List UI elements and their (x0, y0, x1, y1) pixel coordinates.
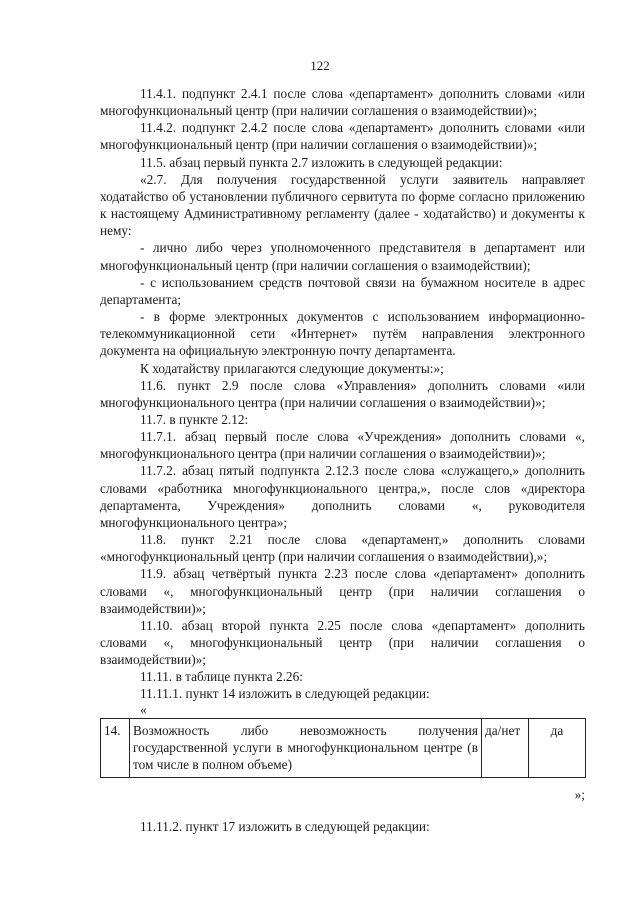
paragraph-11-8: 11.8. пункт 2.21 после слова «департамент,» дополнить словами «многофункциональный центр (при наличии соглашения о взаимодействии),»; (100, 532, 585, 565)
paragraph-11-11-1: 11.11.1. пункт 14 изложить в следующей редакции: (140, 686, 430, 702)
paragraph-11-6: 11.6. пункт 2.9 после слова «Управления» дополнить словами «или многофункционального центра (при наличии соглашения о взаимодействии)»; (100, 377, 585, 410)
page-number: 122 (310, 58, 330, 73)
opening-quote-mark: « (140, 701, 147, 717)
paragraph-11-5: 11.5. абзац первый пункта 2.7 изложить в следующей редакции: (140, 154, 503, 170)
table-row (101, 718, 586, 777)
paragraph-11-4-2: 11.4.2. подпункт 2.4.2 после слова «департамент» дополнить словами «или многофункциональный центр (при наличии соглашения о взаимодействии)»; (100, 120, 585, 153)
table-cell-description: Возможность либо невозможность получения государственной услуги в многофункциональном центре (в том числе в полном объеме) (130, 718, 482, 777)
paragraph-bullet-electronic: - в форме электронных документов с использованием информационно-телекоммуникационной сети «Интернет» путём направления электронного документа на официальную электронную почту департамента. (100, 309, 585, 359)
table-cell-value: да (529, 718, 586, 777)
paragraph-bullet-in-person: - лично либо через уполномоченного представителя в департамент или многофункциональный центр (при наличии соглашения о взаимодействии); (100, 240, 585, 273)
paragraph-documents-attached: К ходатайству прилагаются следующие документы:»; (140, 360, 444, 376)
paragraph-11-4-1: 11.4.1. подпункт 2.4.1 после слова «департамент» дополнить словами «или многофункциональный центр (при наличии соглашения о взаимодействии)»; (100, 86, 585, 119)
document-body (100, 85, 585, 835)
paragraph-2-7-quote: «2.7. Для получения государственной услуги заявитель направляет ходатайство об установлении публичного сервитута по форме согласно приложению к настоящему Административному регламенту (далее - ходатайство) и документы к нему: (100, 171, 585, 239)
paragraph-11-11-2: 11.11.2. пункт 17 изложить в следующей редакции: (140, 818, 430, 834)
amendment-table (100, 718, 586, 778)
paragraph-11-9: 11.9. абзац четвёртый пункта 2.23 после слова «департамент» дополнить словами «, многофункциональный центр (при наличии соглашения о взаимодействии)»; (100, 566, 585, 616)
table-cell-number: 14. (101, 718, 130, 777)
paragraph-11-7-2: 11.7.2. абзац пятый подпункта 2.12.3 после слова «служащего,» дополнить словами «работника многофункционального центра,», после слов «директора департамента, Учреждения» дополнить словами «, руководителя многофункционального центра»; (100, 463, 585, 530)
paragraph-11-10: 11.10. абзац второй пункта 2.25 после слова «департамент» дополнить словами «, многофункциональный центр (при наличии соглашения о взаимодействии)»; (100, 617, 585, 668)
paragraph-11-11: 11.11. в таблице пункта 2.26: (140, 669, 303, 685)
paragraph-bullet-postal: - с использованием средств почтовой связи на бумажном носителе в адрес департамента; (100, 274, 585, 307)
paragraph-11-7-1: 11.7.1. абзац первый после слова «Учреждения» дополнить словами «, многофункционального центра (при наличии соглашения о взаимодействии)»; (100, 429, 585, 462)
paragraph-11-7: 11.7. в пункте 2.12: (140, 411, 249, 427)
closing-quote-mark: »; (574, 786, 585, 802)
table-cell-yes-no: да/нет (482, 718, 529, 777)
